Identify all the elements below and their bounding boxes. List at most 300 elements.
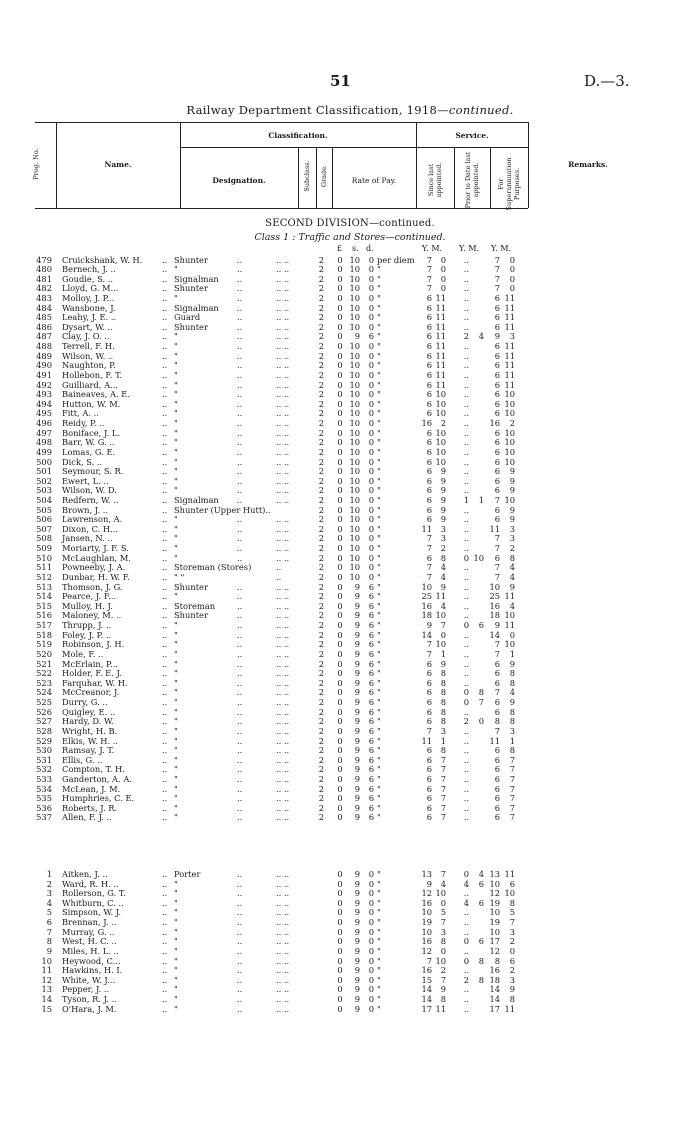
name-cell: Aitken, J. ..: [62, 869, 108, 879]
since-months-cell: 8: [440, 716, 446, 727]
since-years-cell: 6: [426, 331, 432, 342]
prior-years-cell: ..: [463, 1003, 469, 1014]
leader-dots: ..: [162, 629, 168, 640]
leader-dots: ..: [162, 984, 168, 995]
since-years-cell: 6: [426, 745, 432, 756]
since-months-cell: 5: [440, 907, 446, 918]
leader-dots: .. ..: [276, 687, 290, 698]
designation-cell: ": [174, 965, 178, 976]
pay-shillings-cell: 9: [354, 773, 360, 784]
designation-cell: ": [174, 716, 178, 727]
pay-shillings-cell: 9: [354, 888, 360, 899]
leader-dots: .. ..: [276, 610, 290, 621]
leader-dots: ..: [237, 581, 243, 592]
designation-cell: ": [174, 668, 178, 679]
name-cell: Dunbar, H. W. F.: [62, 571, 130, 582]
pay-pence-cell: 0: [368, 437, 374, 448]
pay-shillings-cell: 9: [354, 697, 360, 708]
leader-dots: ..: [237, 331, 243, 342]
super-months-cell: 7: [509, 812, 515, 823]
pay-period-cell: ": [377, 321, 381, 332]
pay-shillings-cell: 9: [354, 984, 360, 995]
pay-shillings-cell: 9: [354, 677, 360, 688]
leader-dots: ..: [162, 793, 168, 804]
pay-period-cell: ": [377, 783, 381, 794]
pay-pence-cell: 0: [368, 389, 374, 400]
super-years-cell: 7: [494, 254, 500, 265]
pay-pence-cell: 6: [368, 754, 374, 765]
pay-shillings-cell: 10: [349, 446, 360, 457]
since-months-cell: 10: [435, 446, 446, 457]
since-months-cell: 0: [440, 897, 446, 908]
super-months-cell: 2: [509, 543, 515, 554]
since-years-cell: 6: [426, 812, 432, 823]
pay-pounds-cell: 0: [337, 897, 343, 908]
prior-years-cell: ..: [463, 504, 469, 515]
pay-period-cell: ": [377, 735, 381, 746]
prog-no-cell: 513: [36, 581, 52, 592]
since-years-cell: 18: [421, 610, 432, 621]
pay-period-cell: ": [377, 379, 381, 390]
super-years-cell: 6: [494, 812, 500, 823]
leader-dots: ..: [162, 725, 168, 736]
pay-shillings-cell: 10: [349, 485, 360, 496]
leader-dots: ..: [162, 283, 168, 294]
since-years-cell: 6: [426, 292, 432, 303]
pay-period-cell: ": [377, 658, 381, 669]
super-years-cell: 7: [494, 264, 500, 275]
leader-dots: .. ..: [276, 629, 290, 640]
designation-cell: Signalman: [174, 273, 219, 284]
super-months-cell: 3: [509, 926, 515, 937]
name-cell: Wilson, W. D.: [62, 485, 117, 496]
pay-pounds-cell: 0: [337, 869, 343, 879]
leader-dots: ..: [237, 677, 243, 688]
leader-dots: .. ..: [276, 783, 290, 794]
since-months-cell: 10: [435, 610, 446, 621]
leader-dots: ..: [237, 600, 243, 611]
subclass-cell: 2: [318, 514, 324, 525]
leader-dots: ..: [162, 773, 168, 784]
pay-pence-cell: 0: [368, 984, 374, 995]
leader-dots: .. ..: [276, 945, 290, 956]
leader-dots: ..: [162, 446, 168, 457]
pay-pounds-cell: 0: [337, 735, 343, 746]
subclass-cell: 2: [318, 764, 324, 775]
super-months-cell: 8: [509, 552, 515, 563]
prior-years-cell: ..: [463, 389, 469, 400]
pay-pence-cell: 0: [368, 360, 374, 371]
pay-shillings-cell: 10: [349, 398, 360, 409]
super-months-cell: 9: [509, 514, 515, 525]
pay-shillings-cell: 10: [349, 552, 360, 563]
prog-no-cell: 508: [36, 533, 52, 544]
leader-dots: ..: [162, 917, 168, 928]
designation-cell: ": [174, 437, 178, 448]
name-cell: Dixon, C. H...: [62, 523, 119, 534]
leader-dots: ..: [237, 264, 243, 275]
super-years-cell: 6: [494, 312, 500, 323]
since-years-cell: 17: [421, 1003, 432, 1014]
prog-no-cell: 514: [36, 591, 52, 602]
pay-pence-cell: 6: [368, 725, 374, 736]
pay-shillings-cell: 10: [349, 475, 360, 486]
pay-pence-cell: 6: [368, 648, 374, 659]
designation-cell: ": [174, 418, 178, 429]
leader-dots: ..: [162, 783, 168, 794]
name-cell: Naughton, P.: [62, 360, 116, 371]
subclass-cell: 2: [318, 687, 324, 698]
since-years-cell: 16: [421, 936, 432, 947]
prog-no-cell: 502: [36, 475, 52, 486]
since-months-cell: 3: [440, 523, 446, 534]
prior-years-cell: 2: [463, 716, 469, 727]
pay-period-cell: ": [377, 773, 381, 784]
subclass-cell: 2: [318, 360, 324, 371]
super-months-cell: 8: [509, 897, 515, 908]
prior-years-cell: ..: [463, 341, 469, 352]
prior-years-cell: 2: [463, 331, 469, 342]
leader-dots: .. ..: [276, 466, 290, 477]
pay-period-cell: ": [377, 591, 381, 602]
leader-dots: ..: [237, 485, 243, 496]
pay-pounds-cell: 0: [337, 475, 343, 486]
prior-years-cell: ..: [463, 302, 469, 313]
pay-pence-cell: 0: [368, 888, 374, 899]
since-months-cell: 0: [440, 283, 446, 294]
leader-dots: ..: [237, 408, 243, 419]
pay-period-cell: ": [377, 369, 381, 380]
leader-dots: ..: [237, 716, 243, 727]
pay-pence-cell: 0: [368, 514, 374, 525]
super-months-cell: 9: [509, 658, 515, 669]
leader-dots: ..: [237, 466, 243, 477]
leader-dots: .. ..: [276, 514, 290, 525]
super-months-cell: 11: [504, 341, 515, 352]
leader-dots: .. ..: [276, 350, 290, 361]
designation-cell: Shunter (Upper Hutt)..: [174, 504, 271, 515]
since-years-cell: 6: [426, 446, 432, 457]
pay-pence-cell: 6: [368, 581, 374, 592]
header-top-rule: [35, 122, 528, 123]
pay-shillings-cell: 9: [354, 716, 360, 727]
name-cell: Roberts, J. R.: [62, 802, 118, 813]
pay-pounds-cell: 0: [337, 936, 343, 947]
pay-pounds-cell: 0: [337, 273, 343, 284]
leader-dots: ..: [237, 543, 243, 554]
since-years-cell: 6: [426, 658, 432, 669]
super-months-cell: 2: [509, 418, 515, 429]
subclass-cell: 2: [318, 600, 324, 611]
prior-years-cell: ..: [463, 812, 469, 823]
since-months-cell: 9: [440, 514, 446, 525]
since-months-cell: 10: [435, 888, 446, 899]
prog-no-cell: 529: [36, 735, 52, 746]
pay-pence-cell: 0: [368, 926, 374, 937]
since-months-cell: 0: [440, 254, 446, 265]
leader-dots: ..: [237, 495, 243, 505]
leader-dots: ..: [162, 936, 168, 947]
subclass-cell: 2: [318, 754, 324, 765]
pay-period-cell: ": [377, 446, 381, 457]
designation-cell: ": [174, 292, 178, 303]
leader-dots: ..: [237, 773, 243, 784]
pay-pounds-cell: 0: [337, 543, 343, 554]
leader-dots: ..: [237, 888, 243, 899]
pay-period-cell: ": [377, 456, 381, 467]
super-years-cell: 8: [494, 955, 500, 966]
leader-dots: ..: [162, 648, 168, 659]
pay-pounds-cell: 0: [337, 360, 343, 371]
leader-dots: ..: [162, 562, 168, 573]
leader-dots: ..: [162, 495, 168, 505]
prog-no-cell: 525: [36, 697, 52, 708]
prog-no-cell: 495: [36, 408, 52, 419]
name-cell: Ramsay, J. T.: [62, 745, 115, 756]
pay-pounds-cell: 0: [337, 591, 343, 602]
leader-dots: ..: [162, 552, 168, 563]
since-months-cell: 10: [435, 408, 446, 419]
pay-pounds-cell: 0: [337, 350, 343, 361]
leader-dots: .. ..: [276, 793, 290, 804]
super-months-cell: 2: [509, 965, 515, 976]
pay-pence-cell: 0: [368, 427, 374, 438]
name-cell: Baineaves, A. E.: [62, 389, 130, 400]
leader-dots: ..: [162, 581, 168, 592]
super-months-cell: 0: [509, 254, 515, 265]
leader-dots: .. ..: [276, 379, 290, 390]
pay-pounds-cell: 0: [337, 783, 343, 794]
leader-dots: .. ..: [276, 668, 290, 679]
since-months-cell: 9: [440, 504, 446, 515]
name-cell: Durry, G. ..: [62, 697, 108, 708]
pay-pounds-cell: 0: [337, 369, 343, 380]
leader-dots: ..: [237, 552, 243, 563]
name-cell: Dick, S. ..: [62, 456, 103, 467]
name-cell: West, H. C. ..: [62, 936, 117, 947]
prior-years-cell: ..: [463, 321, 469, 332]
since-years-cell: 16: [421, 965, 432, 976]
super-years-cell: 10: [489, 878, 500, 889]
pay-pence-cell: 6: [368, 764, 374, 775]
leader-dots: .. ..: [276, 965, 290, 976]
prog-no-cell: 528: [36, 725, 52, 736]
super-months-cell: 8: [509, 716, 515, 727]
pay-pounds-cell: 0: [337, 764, 343, 775]
unit-ym-super: Y. M.: [491, 244, 512, 253]
prog-no-cell: 499: [36, 446, 52, 457]
since-months-cell: 10: [435, 437, 446, 448]
name-cell: Thomson, J. G.: [62, 581, 123, 592]
super-years-cell: 19: [489, 897, 500, 908]
prog-no-cell: 488: [36, 341, 52, 352]
pay-period-cell: ": [377, 495, 381, 505]
prog-no-cell: 505: [36, 504, 52, 515]
pay-shillings-cell: 9: [354, 764, 360, 775]
prior-years-cell: ..: [463, 658, 469, 669]
since-years-cell: 6: [426, 485, 432, 496]
since-months-cell: 7: [440, 754, 446, 765]
unit-pence: d.: [366, 244, 374, 253]
pay-period-cell: ": [377, 994, 381, 1005]
leader-dots: ..: [162, 466, 168, 477]
super-years-cell: 14: [489, 629, 500, 640]
pay-pounds-cell: 0: [337, 341, 343, 352]
leader-dots: ..: [162, 389, 168, 400]
leader-dots: .. ..: [276, 648, 290, 659]
pay-period-cell: ": [377, 571, 381, 582]
pay-pence-cell: 6: [368, 745, 374, 756]
leader-dots: .. ..: [276, 495, 290, 505]
subclass-cell: 2: [318, 408, 324, 419]
designation-cell: ": [174, 475, 178, 486]
since-months-cell: 3: [440, 725, 446, 736]
pay-pounds-cell: 0: [337, 283, 343, 294]
designation-cell: " ": [174, 571, 185, 582]
leader-dots: ..: [237, 735, 243, 746]
pay-shillings-cell: 10: [349, 312, 360, 323]
since-months-cell: 7: [440, 764, 446, 775]
super-months-cell: 10: [504, 437, 515, 448]
pay-pence-cell: 0: [368, 485, 374, 496]
super-years-cell: 18: [489, 974, 500, 985]
pay-shillings-cell: 9: [354, 745, 360, 756]
leader-dots: ..: [237, 945, 243, 956]
pay-pounds-cell: 0: [337, 974, 343, 985]
prog-no-cell: 8: [46, 936, 52, 947]
leader-dots: .. ..: [276, 292, 290, 303]
leader-dots: .. ..: [276, 273, 290, 284]
pay-pence-cell: 0: [368, 264, 374, 275]
super-years-cell: 6: [494, 504, 500, 515]
pay-shillings-cell: 9: [354, 648, 360, 659]
header-prog-no: Prog. No.: [32, 148, 40, 180]
leader-dots: .. ..: [276, 418, 290, 429]
subclass-cell: 2: [318, 456, 324, 467]
prior-years-cell: ..: [463, 735, 469, 746]
pay-period-cell: ": [377, 600, 381, 611]
pay-pounds-cell: 0: [337, 639, 343, 650]
leader-dots: .. ..: [276, 360, 290, 371]
since-months-cell: 11: [435, 1003, 446, 1014]
designation-cell: ": [174, 658, 178, 669]
since-years-cell: 6: [426, 360, 432, 371]
since-months-cell: 2: [440, 543, 446, 554]
leader-dots: ..: [237, 341, 243, 352]
pay-pounds-cell: 0: [337, 955, 343, 966]
since-years-cell: 7: [426, 571, 432, 582]
pay-shillings-cell: 10: [349, 360, 360, 371]
leader-dots: .. ..: [276, 802, 290, 813]
name-cell: Brown, J. ..: [62, 504, 109, 515]
since-months-cell: 11: [435, 379, 446, 390]
title-suffix: continued.: [448, 103, 514, 117]
designation-cell: ": [174, 754, 178, 765]
prog-no-cell: 12: [41, 974, 52, 985]
pay-period-cell: ": [377, 926, 381, 937]
super-years-cell: 10: [489, 581, 500, 592]
since-years-cell: 7: [426, 543, 432, 554]
leader-dots: ..: [162, 869, 168, 879]
prior-years-cell: ..: [463, 725, 469, 736]
pay-shillings-cell: 9: [354, 783, 360, 794]
pay-pounds-cell: 0: [337, 658, 343, 669]
leader-dots: .. ..: [276, 312, 290, 323]
document-reference: D.—3.: [584, 72, 630, 90]
pay-pence-cell: 0: [368, 283, 374, 294]
pay-pence-cell: 0: [368, 994, 374, 1005]
leader-dots: ..: [162, 360, 168, 371]
name-cell: Wilson, W. ..: [62, 350, 114, 361]
since-months-cell: 10: [435, 389, 446, 400]
super-years-cell: 14: [489, 984, 500, 995]
name-cell: White, W. J...: [62, 974, 115, 985]
since-years-cell: 6: [426, 764, 432, 775]
leader-dots: ..: [162, 668, 168, 679]
subclass-cell: 2: [318, 562, 324, 573]
since-months-cell: 7: [440, 620, 446, 631]
pay-period-cell: ": [377, 745, 381, 756]
designation-cell: Signalman: [174, 302, 219, 313]
since-months-cell: 0: [440, 945, 446, 956]
subclass-cell: 2: [318, 485, 324, 496]
leader-dots: ..: [237, 629, 243, 640]
subclass-cell: 2: [318, 379, 324, 390]
since-years-cell: 11: [421, 523, 432, 534]
pay-pounds-cell: 0: [337, 581, 343, 592]
name-cell: Moriarty, J. F. S.: [62, 543, 129, 554]
pay-pence-cell: 6: [368, 331, 374, 342]
designation-cell: Storeman (Stores): [174, 562, 252, 573]
pay-pence-cell: 6: [368, 716, 374, 727]
pay-pence-cell: 6: [368, 658, 374, 669]
pay-shillings-cell: 10: [349, 379, 360, 390]
header-designation: Designation.: [212, 176, 266, 185]
pay-period-cell: ": [377, 292, 381, 303]
leader-dots: ..: [237, 639, 243, 650]
subclass-cell: 2: [318, 292, 324, 303]
prog-no-cell: 533: [36, 773, 52, 784]
pay-pounds-cell: 0: [337, 754, 343, 765]
name-cell: Allen, F. J. ..: [62, 812, 112, 823]
prior-years-cell: ..: [463, 408, 469, 419]
designation-cell: ": [174, 687, 178, 698]
pay-period-cell: ": [377, 965, 381, 976]
subclass-cell: 2: [318, 648, 324, 659]
pay-pounds-cell: 0: [337, 802, 343, 813]
name-cell: Humphries, C. E.: [62, 793, 135, 804]
super-months-cell: 9: [509, 485, 515, 496]
leader-dots: ..: [237, 533, 243, 544]
leader-dots: .. ..: [276, 917, 290, 928]
pay-pence-cell: 0: [368, 408, 374, 419]
super-months-cell: 8: [509, 706, 515, 717]
pay-shillings-cell: 10: [349, 350, 360, 361]
pay-period-cell: ": [377, 687, 381, 698]
pay-period-cell: ": [377, 398, 381, 409]
pay-period-cell: ": [377, 1003, 381, 1014]
leader-dots: ..: [162, 533, 168, 544]
leader-dots: ..: [237, 926, 243, 937]
since-months-cell: 7: [440, 869, 446, 879]
super-years-cell: 12: [489, 888, 500, 899]
leader-dots: ..: [162, 907, 168, 918]
name-cell: Maloney, M. ..: [62, 610, 122, 621]
designation-cell: ": [174, 466, 178, 477]
subclass-cell: 2: [318, 254, 324, 265]
pay-shillings-cell: 10: [349, 302, 360, 313]
designation-cell: ": [174, 369, 178, 380]
